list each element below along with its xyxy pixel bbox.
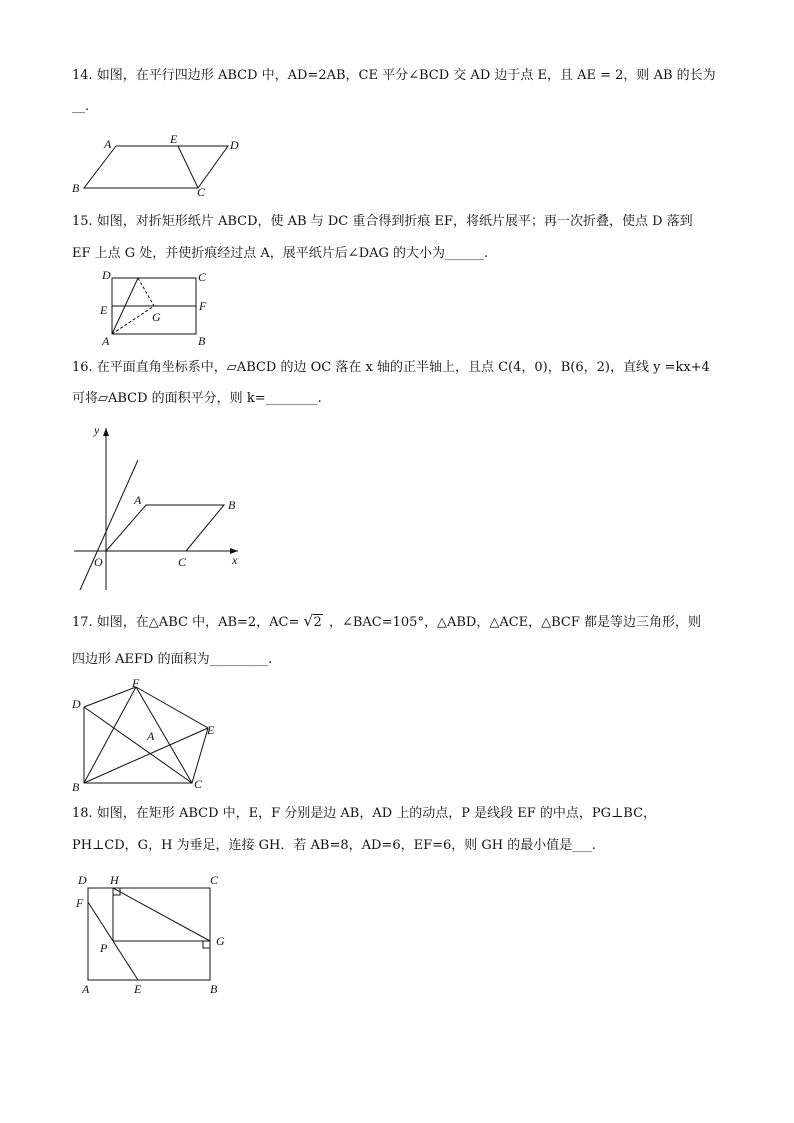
q18-text-line2: PH⊥CD，G，H 为垂足，连接 GH．若 AB=8，AD=6，EF=6，则 GH 的最小值是___.: [72, 838, 596, 853]
q17-sqrt-radicand: 2: [313, 615, 322, 630]
q18-label-C: C: [210, 873, 219, 887]
q16-label-C: C: [178, 555, 187, 569]
q15-label-A: A: [102, 334, 110, 348]
q14-label-C: C: [197, 185, 206, 199]
q18-rectangle-figure: [70, 868, 240, 998]
q14-text-line1: 14. 如图，在平行四边形 ABCD 中，AD=2AB，CE 平分∠BCD 交 AD 边于点 E，且 AE = 2，则 AB 的长为: [72, 68, 716, 83]
q17-text-line2: 四边形 AEFD 的面积为_________.: [72, 652, 273, 667]
q17-label-B: B: [72, 780, 80, 794]
q17-sqrt: [304, 614, 323, 632]
q18-label-B: B: [210, 982, 218, 996]
q16-label-A: A: [134, 493, 142, 507]
q16-label-B: B: [228, 498, 236, 512]
q17-text-line1: [72, 614, 701, 632]
q17-triangles-figure: [70, 678, 230, 796]
q15-text-line2: EF 上点 G 处，并使折痕经过点 A，展平纸片后∠DAG 的大小为______.: [72, 246, 489, 261]
q15-label-D: D: [102, 268, 111, 282]
q17-text-part-b: ，∠BAC=105°，△ABD，△ACE，△BCF 都是等边三角形，则: [328, 615, 702, 630]
q17-label-D: D: [72, 697, 81, 711]
q15-label-E: E: [100, 303, 108, 317]
q16-text-line1: 16. 在平面直角坐标系中，▱ABCD 的边 OC 落在 x 轴的正半轴上，且点 C(4，0)，B(6，2)，直线 y =kx+4: [72, 360, 710, 375]
q15-label-F: F: [199, 299, 207, 313]
q15-label-G: G: [152, 310, 161, 324]
q14-label-E: E: [170, 132, 178, 146]
q17-label-C: C: [194, 777, 203, 791]
q14-label-B: B: [72, 181, 80, 195]
q16-text-line2: 可将▱ABCD 的面积平分，则 k=________.: [72, 391, 322, 406]
q17-label-A: A: [147, 729, 155, 743]
q16-coordinate-figure: [70, 420, 250, 595]
q15-rectangle-figure: [96, 270, 216, 350]
q16-label-O: O: [94, 555, 103, 569]
radical-sign-icon: √: [303, 612, 314, 630]
q17-label-F: F: [132, 676, 140, 690]
q18-label-E: E: [134, 982, 142, 996]
q18-label-F: F: [76, 896, 84, 910]
q18-label-H: H: [110, 873, 119, 887]
q17-label-E: E: [207, 723, 215, 737]
q17-text-part-a: 17. 如图，在△ABC 中，AB=2，AC=: [72, 615, 300, 630]
q18-label-P: P: [100, 941, 108, 955]
q18-text-line1: 18. 如图，在矩形 ABCD 中，E，F 分别是边 AB，AD 上的动点，P 是线段 EF 的中点，PG⊥BC，: [72, 806, 657, 821]
q16-label-y: y: [94, 423, 100, 437]
q15-label-C: C: [198, 270, 207, 284]
q14-label-D: D: [230, 138, 239, 152]
q16-label-x: x: [232, 553, 238, 567]
q18-label-A: A: [82, 982, 90, 996]
q14-text-line2: __.: [72, 99, 90, 114]
q15-label-B: B: [198, 334, 206, 348]
q14-parallelogram-figure: [70, 134, 250, 198]
q14-label-A: A: [104, 137, 112, 151]
q18-label-G: G: [216, 934, 225, 948]
q15-text-line1: 15. 如图，对折矩形纸片 ABCD，使 AB 与 DC 重合得到折痕 EF，将纸片展平；再一次折叠，使点 D 落到: [72, 214, 693, 229]
q18-label-D: D: [78, 873, 87, 887]
